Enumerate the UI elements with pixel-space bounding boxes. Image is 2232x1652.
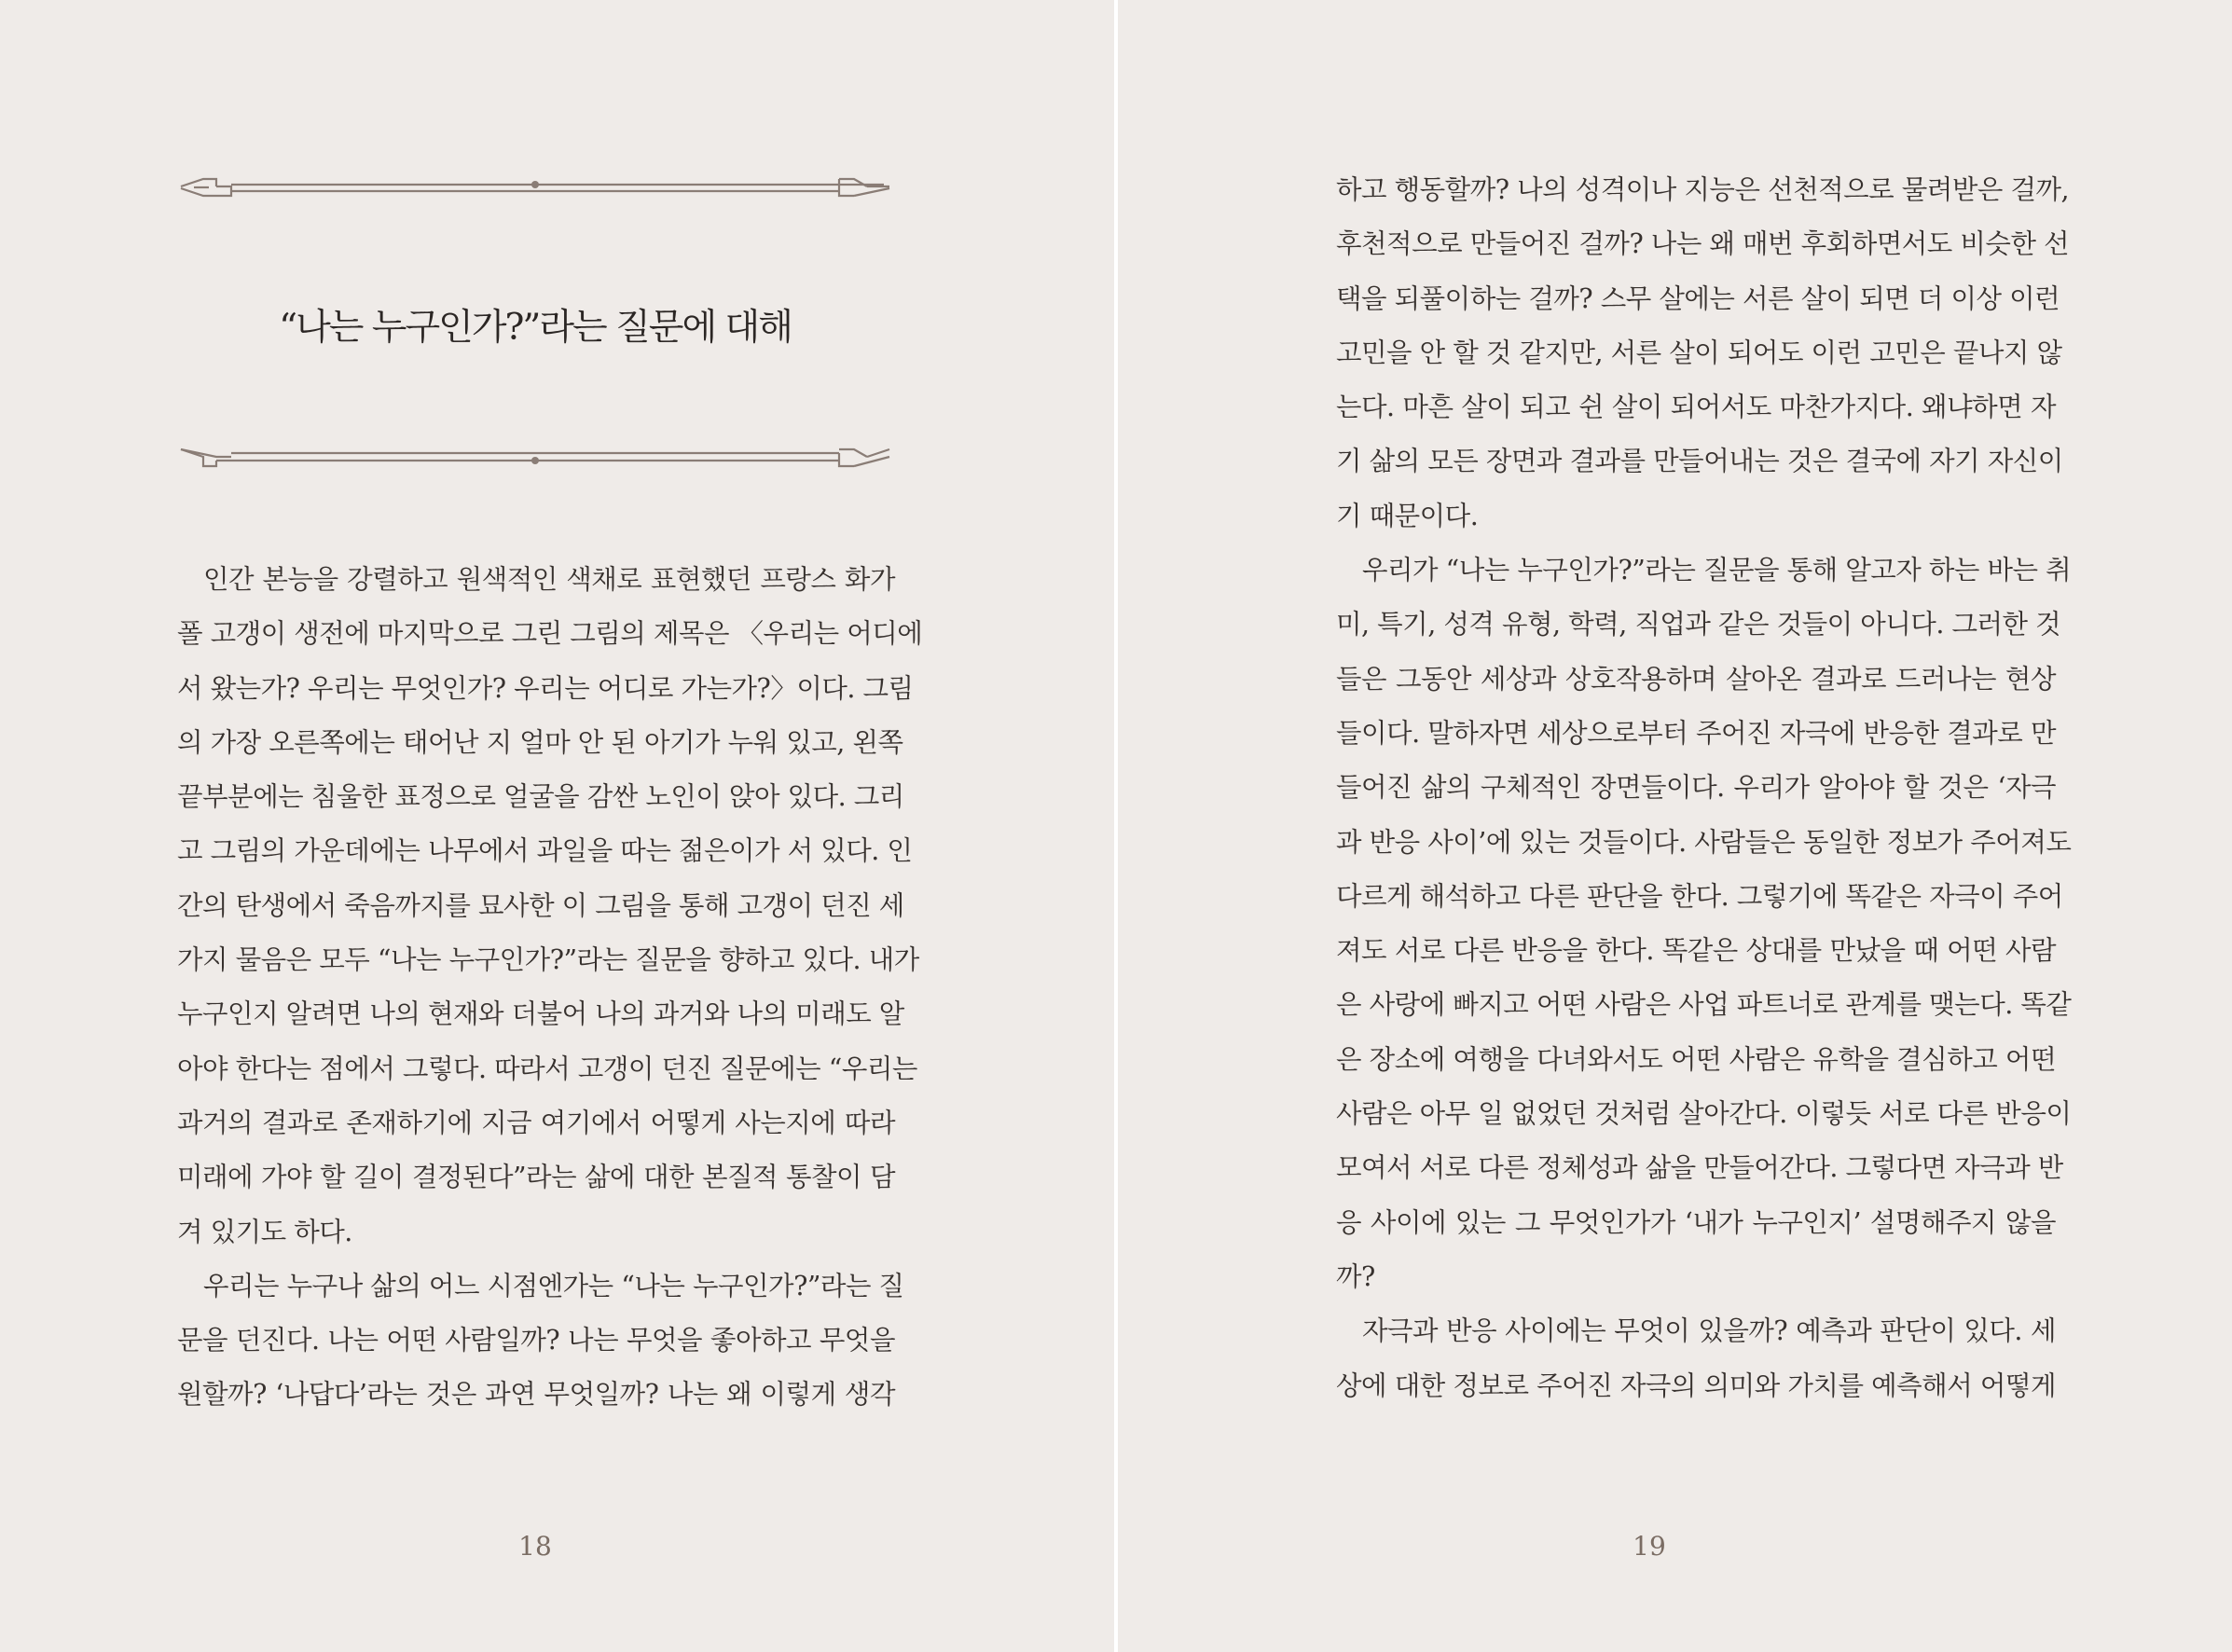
ornament-bottom-divider (175, 444, 895, 472)
text-line: 미래에 가야 할 길이 결정된다”라는 삶에 대한 본질적 통찰이 담 (177, 1162, 895, 1193)
text-line: 기 삶의 모든 장면과 결과를 만들어내는 것은 결국에 자기 자신이 (1336, 446, 2063, 477)
text-line: 문을 던진다. 나는 어떤 사람일까? 나는 무엇을 좋아하고 무엇을 (177, 1325, 895, 1356)
text-line: 모여서 서로 다른 정체성과 삶을 만들어간다. 그렇다면 자극과 반 (1336, 1152, 2063, 1184)
text-line: 은 사랑에 빠지고 어떤 사람은 사업 파트너로 관계를 맺는다. 똑같 (1336, 989, 2072, 1021)
text-line: 져도 서로 다른 반응을 한다. 똑같은 상대를 만났을 때 어떤 사람 (1336, 935, 2056, 967)
text-line: 하고 행동할까? 나의 성격이나 지능은 선천적으로 물려받은 걸까, (1336, 174, 2070, 205)
text-line: 인간 본능을 강렬하고 원색적인 색채로 표현했던 프랑스 화가 (203, 564, 895, 595)
text-line: 원할까? ‘나답다’라는 것은 과연 무엇일까? 나는 왜 이렇게 생각 (177, 1379, 895, 1411)
text-line: 과거의 결과로 존재하기에 지금 여기에서 어떻게 사는지에 따라 (177, 1107, 895, 1138)
text-line: 들은 그동안 세상과 상호작용하며 살아온 결과로 드러나는 현상 (1336, 663, 2056, 695)
text-line: 겨 있기도 하다. (177, 1216, 352, 1247)
chapter-title: “나는 누구인가?”라는 질문에 대해 (279, 307, 792, 349)
right-body-text (1336, 163, 2072, 1413)
text-line: 가지 물음은 모두 “나는 누구인가?”라는 질문을 향하고 있다. 내가 (177, 944, 919, 976)
text-line: 우리는 누구나 삶의 어느 시점엔가는 “나는 누구인가?”라는 질 (203, 1270, 904, 1301)
text-line: 아야 한다는 점에서 그렇다. 따라서 고갱이 던진 질문에는 “우리는 (177, 1053, 917, 1084)
text-line: 는다. 마흔 살이 되고 쉰 살이 되어서도 마찬가지다. 왜냐하면 자 (1336, 392, 2056, 423)
ornament-top-divider (175, 173, 895, 201)
page-number: 19 (1633, 1531, 1666, 1562)
text-line: 들어진 삶의 구체적인 장면들이다. 우리가 알아야 할 것은 ‘자극 (1336, 772, 2056, 804)
page-number: 18 (518, 1531, 552, 1562)
left-page (0, 0, 1114, 1652)
text-line: 우리가 “나는 누구인가?”라는 질문을 통해 알고자 하는 바는 취 (1362, 555, 2072, 586)
text-line: 끝부분에는 침울한 표정으로 얼굴을 감싼 노인이 앉아 있다. 그리 (177, 781, 904, 813)
right-page (1118, 0, 2232, 1652)
text-line: 자극과 반응 사이에는 무엇이 있을까? 예측과 판단이 있다. 세 (1362, 1315, 2056, 1347)
left-body-text (177, 553, 923, 1423)
text-line: 다르게 해석하고 다른 판단을 한다. 그렇기에 똑같은 자극이 주어 (1336, 880, 2063, 912)
text-line: 미, 특기, 성격 유형, 학력, 직업과 같은 것들이 아니다. 그러한 것 (1336, 609, 2061, 640)
text-line: 고 그림의 가운데에는 나무에서 과일을 따는 젊은이가 서 있다. 인 (177, 835, 913, 867)
text-line: 사람은 아무 일 없었던 것처럼 살아간다. 이렇듯 서로 다른 반응이 (1336, 1098, 2072, 1130)
text-line: 간의 탄생에서 죽음까지를 묘사한 이 그림을 통해 고갱이 던진 세 (177, 889, 904, 921)
text-line: 상에 대한 정보로 주어진 자극의 의미와 가치를 예측해서 어떻게 (1336, 1370, 2056, 1401)
text-line: 들이다. 말하자면 세상으로부터 주어진 자극에 반응한 결과로 만 (1336, 717, 2056, 749)
text-line: 은 장소에 여행을 다녀와서도 어떤 사람은 유학을 결심하고 어떤 (1336, 1043, 2056, 1075)
text-line: 택을 되풀이하는 걸까? 스무 살에는 서른 살이 되면 더 이상 이런 (1336, 282, 2060, 314)
text-line: 서 왔는가? 우리는 무엇인가? 우리는 어디로 가는가?〉이다. 그림 (177, 672, 914, 704)
text-line: 후천적으로 만들어진 걸까? 나는 왜 매번 후회하면서도 비슷한 선 (1336, 228, 2070, 260)
text-line: 의 가장 오른쪽에는 태어난 지 얼마 안 된 아기가 누워 있고, 왼쪽 (177, 726, 903, 758)
text-line: 누구인지 알려면 나의 현재와 더불어 나의 과거와 나의 미래도 알 (177, 998, 904, 1030)
text-line: 기 때문이다. (1336, 500, 1479, 531)
text-line: 까? (1336, 1260, 1375, 1292)
text-line: 고민을 안 할 것 같지만, 서른 살이 되어도 이런 고민은 끝나지 않 (1336, 337, 2062, 368)
text-line: 폴 고갱이 생전에 마지막으로 그린 그림의 제목은 〈우리는 어디에 (177, 618, 923, 650)
text-line: 응 사이에 있는 그 무엇인가가 ‘내가 누구인지’ 설명해주지 않을 (1336, 1206, 2056, 1238)
text-line: 과 반응 사이’에 있는 것들이다. 사람들은 동일한 정보가 주어져도 (1336, 826, 2072, 858)
